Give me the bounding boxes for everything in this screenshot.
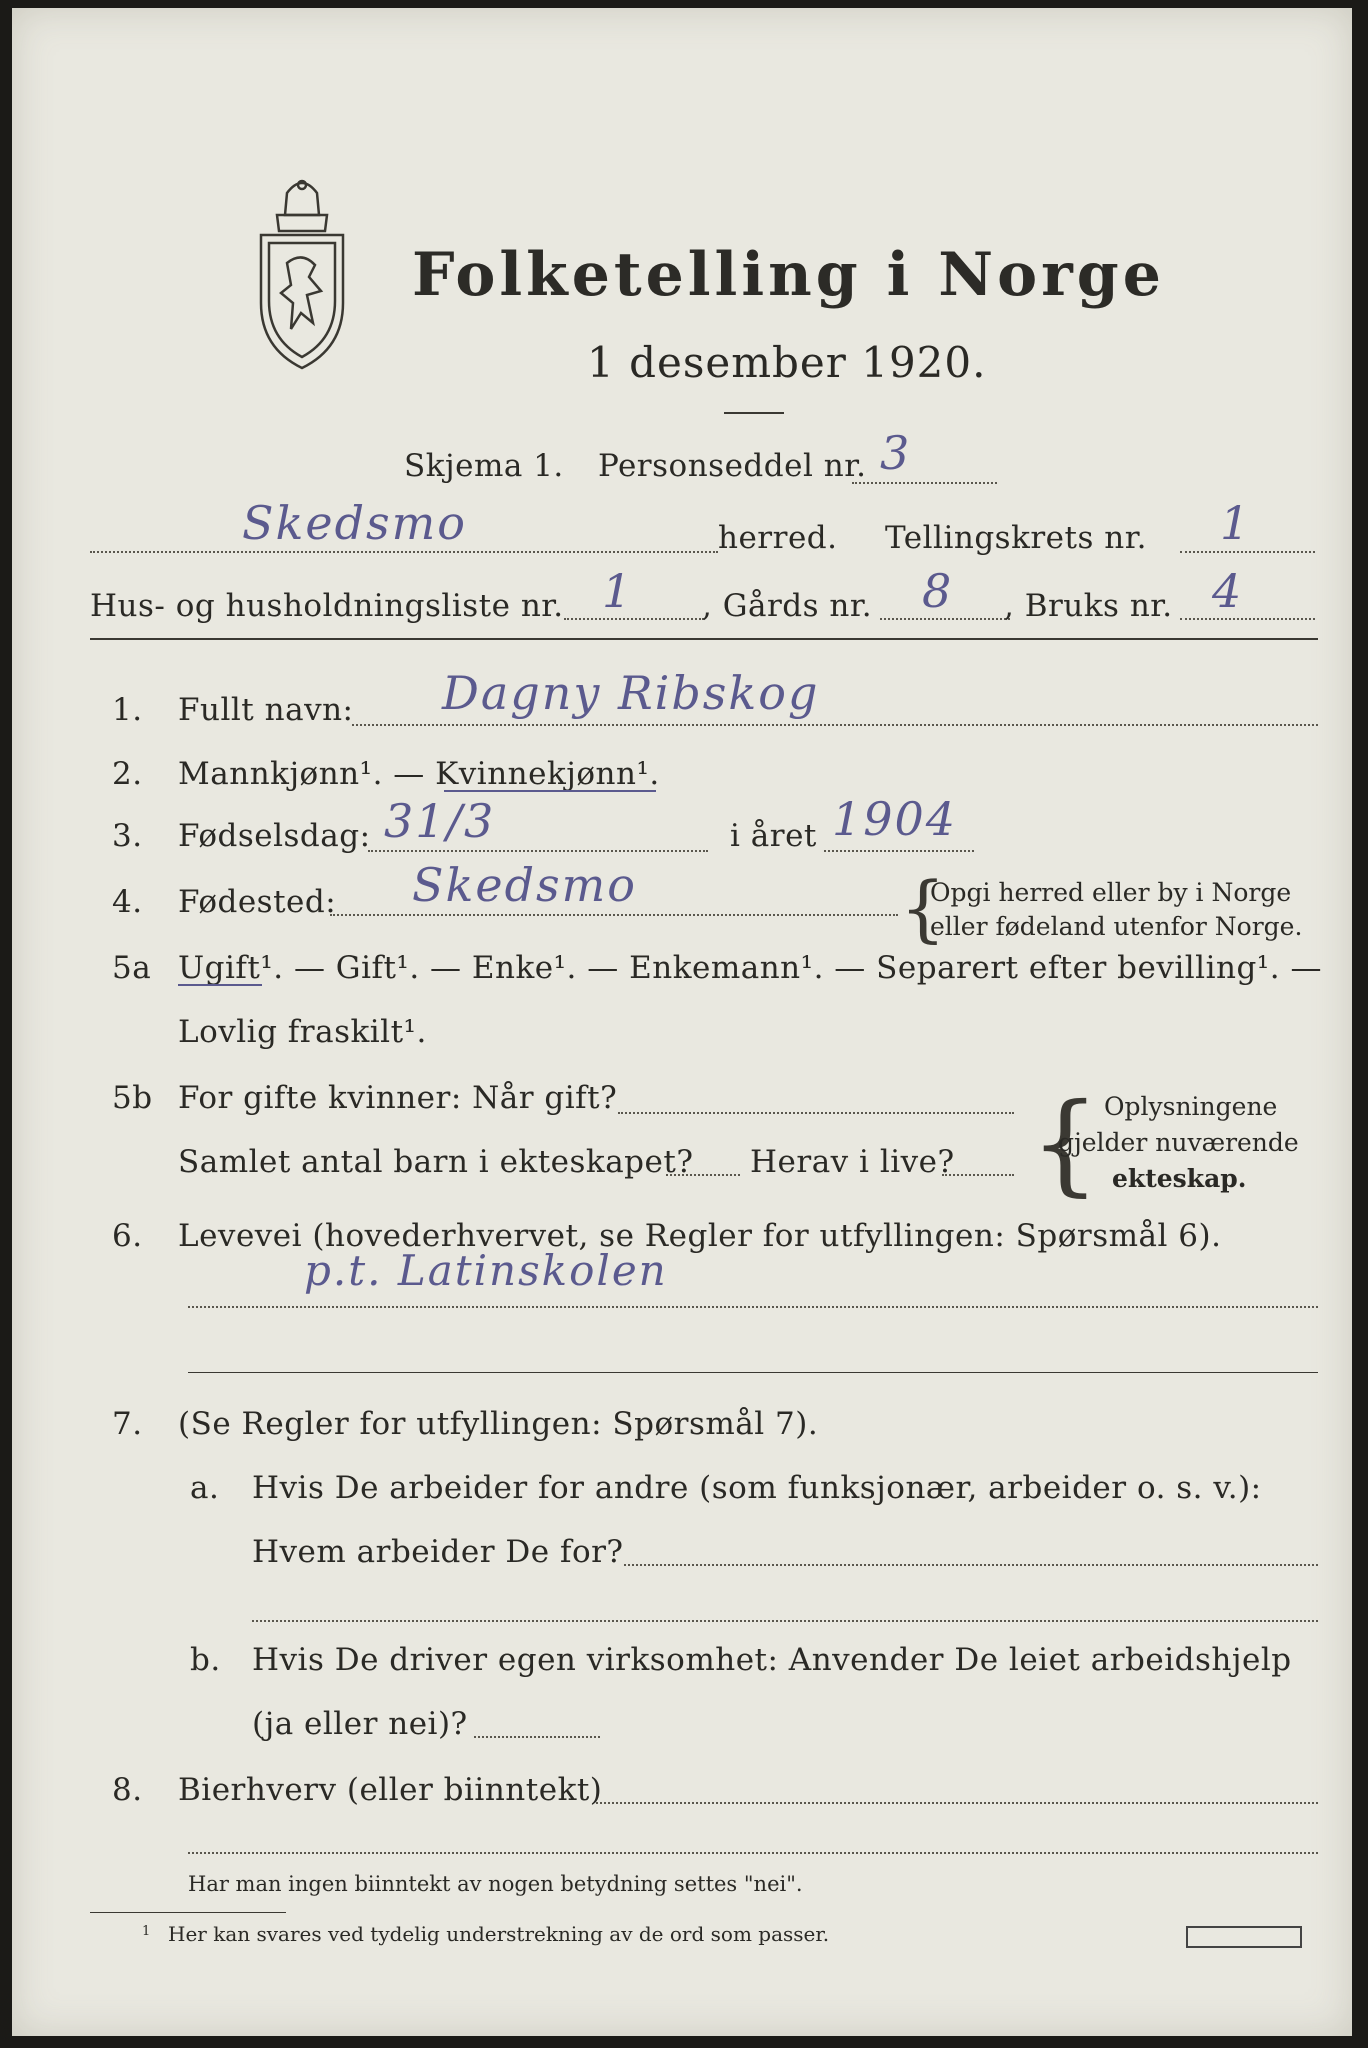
q7a-answer-line <box>624 1564 1318 1566</box>
q7b-letter: b. <box>190 1642 221 1678</box>
q7a-line1: Hvis De arbeider for andre (som funksjonær, arbeider o. s. v.): <box>252 1470 1262 1506</box>
herred-line <box>90 551 718 553</box>
bruks-label: , Bruks nr. <box>1004 588 1173 624</box>
bruks-line <box>1180 618 1315 620</box>
q5b-note-line3: ekteskap. <box>1112 1164 1247 1193</box>
q5b-alive-line <box>942 1174 1014 1176</box>
personseddel-label: Personseddel nr. <box>598 448 867 484</box>
q7b-line1: Hvis De driver egen virksomhet: Anvender De leiet arbeidshjelp <box>252 1642 1292 1678</box>
q4-note-line2: eller fødeland utenfor Norge. <box>930 912 1303 941</box>
q5b-alive-label: Herav i live? <box>750 1144 955 1180</box>
q5b-children-label: Samlet antal barn i ekteskapet? <box>178 1144 694 1180</box>
q7-number: 7. <box>112 1406 143 1442</box>
q4-birthplace[interactable]: Skedsmo <box>412 858 637 912</box>
q5a-underline-mark <box>178 984 262 986</box>
q5b-line1: For gifte kvinner: Når gift? <box>178 1080 618 1116</box>
tellingskrets-value[interactable]: 1 <box>1220 496 1252 550</box>
census-date: 1 desember 1920. <box>587 338 987 387</box>
q3-number: 3. <box>112 818 143 854</box>
q8-label: Bierhverv (eller biinntekt) <box>178 1772 603 1808</box>
q4-note-line1: Opgi herred eller by i Norge <box>930 878 1292 907</box>
footnote-text: Her kan svares ved tydelig understrekning av de ord som passer. <box>168 1922 830 1946</box>
q2-underline-mark <box>444 790 656 792</box>
q4-brace: { <box>900 866 946 950</box>
q3-label: Fødselsdag: <box>178 818 371 854</box>
skjema-label: Skjema 1. <box>404 448 564 484</box>
printer-stamp <box>1186 1926 1302 1948</box>
q5b-children-line <box>666 1174 740 1176</box>
q5b-note-line1: Oplysningene <box>1104 1092 1278 1121</box>
q4-number: 4. <box>112 884 143 920</box>
q7b-answer-line <box>474 1736 600 1738</box>
footnote-mark: 1 <box>142 1924 151 1939</box>
q6-label: Levevei (hovederhvervet, se Regler for utfyllingen: Spørsmål 6). <box>178 1218 1222 1254</box>
q5a-number: 5a <box>112 950 152 986</box>
q4-line <box>330 914 898 916</box>
q1-line <box>352 724 1318 726</box>
q8-answer-line2 <box>188 1852 1318 1854</box>
q5b-note-line2: gjelder nuværende <box>1058 1128 1299 1157</box>
personseddel-line <box>852 482 997 484</box>
q2-number: 2. <box>112 756 143 792</box>
q3-birth-year[interactable]: 1904 <box>832 792 958 846</box>
q4-label: Fødested: <box>178 884 337 920</box>
q1-label: Fullt navn: <box>178 692 354 728</box>
herred-value[interactable]: Skedsmo <box>242 496 467 550</box>
q6-line2 <box>188 1372 1318 1373</box>
coat-of-arms-icon <box>247 173 357 377</box>
census-form-sheet <box>12 8 1352 2036</box>
gards-line <box>880 618 1010 620</box>
q6-occupation[interactable]: p.t. Latinskolen <box>304 1246 668 1295</box>
q5a-options-line2: Lovlig fraskilt¹. <box>178 1014 427 1050</box>
q5a-options: Ugift¹. — Gift¹. — Enke¹. — Enkemann¹. — Separert efter bevilling¹. — <box>178 950 1322 986</box>
q3-line <box>368 850 708 852</box>
header-rule <box>90 638 1318 640</box>
husliste-line <box>564 618 704 620</box>
q7a-letter: a. <box>190 1470 220 1506</box>
gards-value[interactable]: 8 <box>922 564 954 618</box>
bottom-note: Har man ingen biinntekt av nogen betydning settes "nei". <box>188 1872 803 1896</box>
q3-year-line <box>824 850 974 852</box>
footnote-rule <box>90 1912 286 1913</box>
husliste-label: Hus- og husholdningsliste nr. <box>90 588 564 624</box>
title-divider <box>724 412 784 414</box>
q1-full-name[interactable]: Dagny Ribskog <box>442 666 820 720</box>
form-title: Folketelling i Norge <box>412 240 1165 310</box>
q8-number: 8. <box>112 1772 143 1808</box>
herred-label: herred. <box>718 520 838 556</box>
q2-label: Mannkjønn¹. — Kvinnekjønn¹. <box>178 756 660 792</box>
q7b-line2: (ja eller nei)? <box>252 1706 468 1742</box>
q3-year-label: i året <box>730 818 817 854</box>
q8-answer-line <box>596 1802 1318 1804</box>
q6-number: 6. <box>112 1218 143 1254</box>
q5b-married-line <box>618 1112 1014 1114</box>
personseddel-value[interactable]: 3 <box>880 426 912 480</box>
q7-label: (Se Regler for utfyllingen: Spørsmål 7). <box>178 1406 819 1442</box>
q6-line1 <box>188 1306 1318 1308</box>
tellingskrets-line <box>1180 551 1315 553</box>
tellingskrets-label: Tellingskrets nr. <box>885 520 1147 556</box>
q7a-line2: Hvem arbeider De for? <box>252 1534 624 1570</box>
gards-label: , Gårds nr. <box>702 588 873 624</box>
bruks-value[interactable]: 4 <box>1212 564 1244 618</box>
q1-number: 1. <box>112 692 143 728</box>
q5b-number: 5b <box>112 1080 153 1116</box>
q7a-answer-line2 <box>252 1620 1318 1622</box>
q5b-brace: { <box>1030 1079 1100 1207</box>
q3-birthday[interactable]: 31/3 <box>384 794 496 848</box>
husliste-value[interactable]: 1 <box>602 564 634 618</box>
